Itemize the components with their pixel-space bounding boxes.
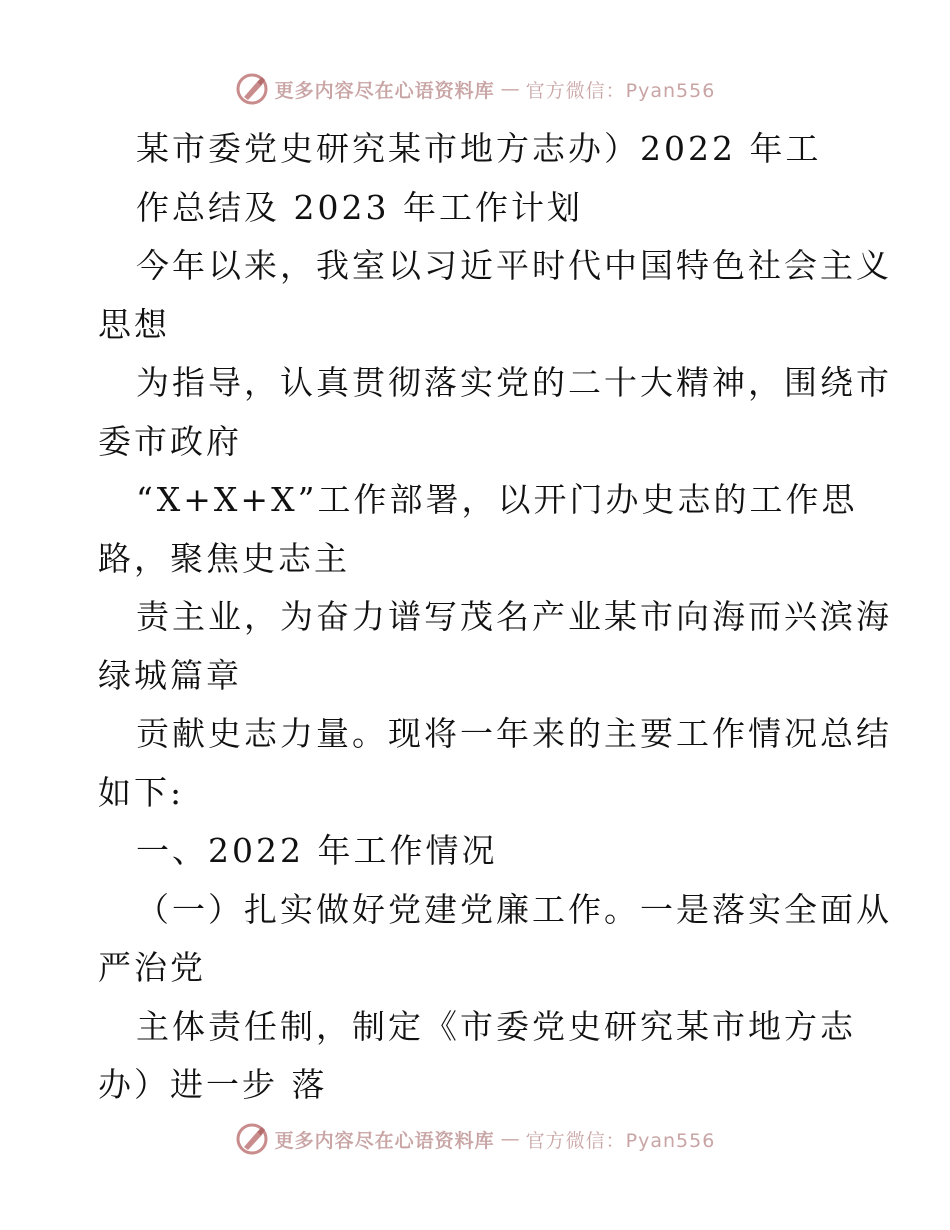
text-line: 作总结及 2023 年工作计划 [136, 187, 583, 227]
text-line: 路，聚焦史志主 [98, 538, 350, 578]
text-line: 今年以来，我室以习近平时代中国特色社会主义 [136, 246, 892, 285]
document-body [98, 120, 892, 1115]
header-watermark-banner [0, 72, 950, 106]
text-line: 委市政府 [98, 421, 242, 461]
banner-separator: — [500, 78, 520, 100]
pen-nib-logo-icon [235, 72, 269, 106]
text-line: 某市委党史研究某市地方志办）2022 年工 [136, 129, 822, 168]
pen-nib-logo-icon [235, 1122, 269, 1156]
text-line: 如下: [98, 772, 185, 812]
text-line: 一、2022 年工作情况 [136, 831, 498, 870]
text-line: 严治党 [98, 948, 206, 987]
text-line: “X+X+X”工作部署，以开门办史志的工作思 [136, 480, 858, 519]
text-line: 责主业，为奋力谱写茂名产业某市向海而兴滨海 [136, 597, 892, 636]
text-line: （一）扎实做好党建党廉工作。一是落实全面从 [136, 889, 892, 929]
footer-watermark-banner [0, 1122, 950, 1156]
banner-brand-text: 更多内容尽在心语资料库 [274, 1129, 495, 1152]
banner-brand-text: 更多内容尽在心语资料库 [274, 79, 495, 102]
banner-contact-text: 官方微信：Pyan556 [525, 79, 716, 102]
text-line: 绿城篇章 [98, 655, 242, 695]
banner-contact-text: 官方微信：Pyan556 [525, 1129, 716, 1152]
text-line: 为指导，认真贯彻落实党的二十大精神，围绕市 [136, 363, 892, 402]
text-line: 思想 [98, 304, 170, 344]
banner-separator: — [500, 1128, 520, 1150]
text-line: 主体责任制，制定《市委党史研究某市地方志 [136, 1006, 856, 1046]
text-line: 办）进一步 落 [98, 1065, 328, 1104]
text-line: 贡献史志力量。现将一年来的主要工作情况总结 [136, 714, 892, 753]
